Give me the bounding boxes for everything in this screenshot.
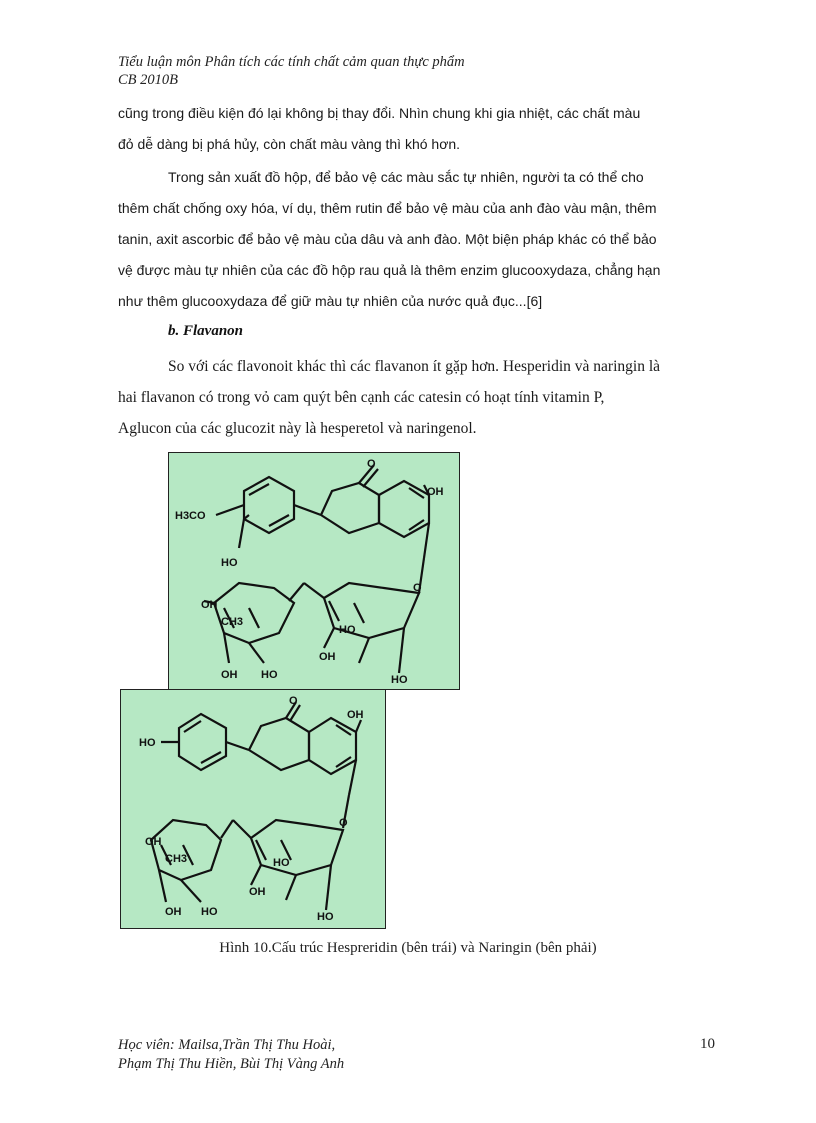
- paragraph-line: Aglucon của các glucozit này là hesperetol và naringenol.: [118, 420, 477, 437]
- label-ho: HO: [201, 906, 218, 918]
- label-ch3: CH3: [221, 616, 244, 628]
- label-ho: HO: [391, 674, 408, 686]
- label-oh: OH: [347, 709, 364, 721]
- label-oh: OH: [165, 906, 182, 918]
- label-o-top: O: [289, 695, 298, 707]
- paragraph-3: [118, 351, 718, 444]
- label-h3co: H3CO: [175, 510, 206, 522]
- paragraph-2: [118, 162, 718, 317]
- label-oh: OH: [201, 599, 218, 611]
- label-oh: OH: [221, 669, 238, 681]
- header-title: Tiểu luận môn Phân tích các tính chất cảm quan thực phẩm: [118, 54, 465, 70]
- hesperidin-structure: [169, 453, 459, 689]
- paragraph-line: cũng trong điều kiện đó lại không bị thay đổi. Nhìn chung khi gia nhiệt, các chất màu: [118, 105, 641, 121]
- label-ho: HO: [261, 669, 278, 681]
- paragraph-line: thêm chất chống oxy hóa, ví dụ, thêm rutin để bảo vệ màu của anh đào vàu mận, thêm: [118, 200, 657, 216]
- label-ho: HO: [139, 737, 156, 749]
- paragraph-line: So với các flavonoit khác thì các flavanon ít gặp hơn. Hesperidin và naringin là: [168, 358, 661, 375]
- paragraph-1: [118, 98, 718, 160]
- label-o-link: O: [339, 817, 348, 829]
- figure-naringin: [120, 689, 386, 929]
- label-oh: OH: [145, 836, 162, 848]
- paragraph-line: như thêm glucooxydaza để giữ màu tự nhiên của nước quả đục...[6]: [118, 293, 543, 309]
- label-ch3: CH3: [165, 853, 188, 865]
- label-oh: OH: [427, 486, 444, 498]
- paragraph-line: đỏ dễ dàng bị phá hủy, còn chất màu vàng thì khó hơn.: [118, 136, 461, 152]
- footer-authors: [118, 1036, 344, 1074]
- label-ho: HO: [317, 911, 334, 923]
- label-o-top: O: [367, 458, 376, 470]
- label-o-link: O: [413, 582, 422, 594]
- figure-hesperidin: [168, 452, 460, 690]
- paragraph-line: hai flavanon có trong vỏ cam quýt bên cạnh các catesin có hoạt tính vitamin P,: [118, 389, 605, 406]
- paragraph-line: tanin, axit ascorbic để bảo vệ màu của dâu và anh đào. Một biện pháp khác có thể bảo: [118, 231, 657, 247]
- label-ho: HO: [273, 857, 290, 869]
- paragraph-line: Trong sản xuất đồ hộp, để bảo vệ các màu sắc tự nhiên, người ta có thể cho: [168, 169, 644, 185]
- naringin-structure: [121, 690, 385, 928]
- label-oh: OH: [319, 651, 336, 663]
- footer-line: Phạm Thị Thu Hiền, Bùi Thị Vàng Anh: [118, 1056, 345, 1072]
- paragraph-line: vệ được màu tự nhiên của các đồ hộp rau quả là thêm enzim glucooxydaza, chẳng hạn: [118, 262, 661, 278]
- label-ho: HO: [339, 624, 356, 636]
- header-code: CB 2010B: [118, 72, 179, 88]
- page-number: 10: [700, 1036, 715, 1052]
- figure-caption: Hình 10.Cấu trúc Hesprеridin (bên trái) và Naringin (bên phải): [219, 940, 597, 956]
- label-oh: OH: [249, 886, 266, 898]
- section-heading: b. Flavanon: [168, 323, 244, 339]
- label-ho: HO: [221, 557, 238, 569]
- footer-line: Học viên: Mailsa,Trần Thị Thu Hoài,: [118, 1037, 336, 1053]
